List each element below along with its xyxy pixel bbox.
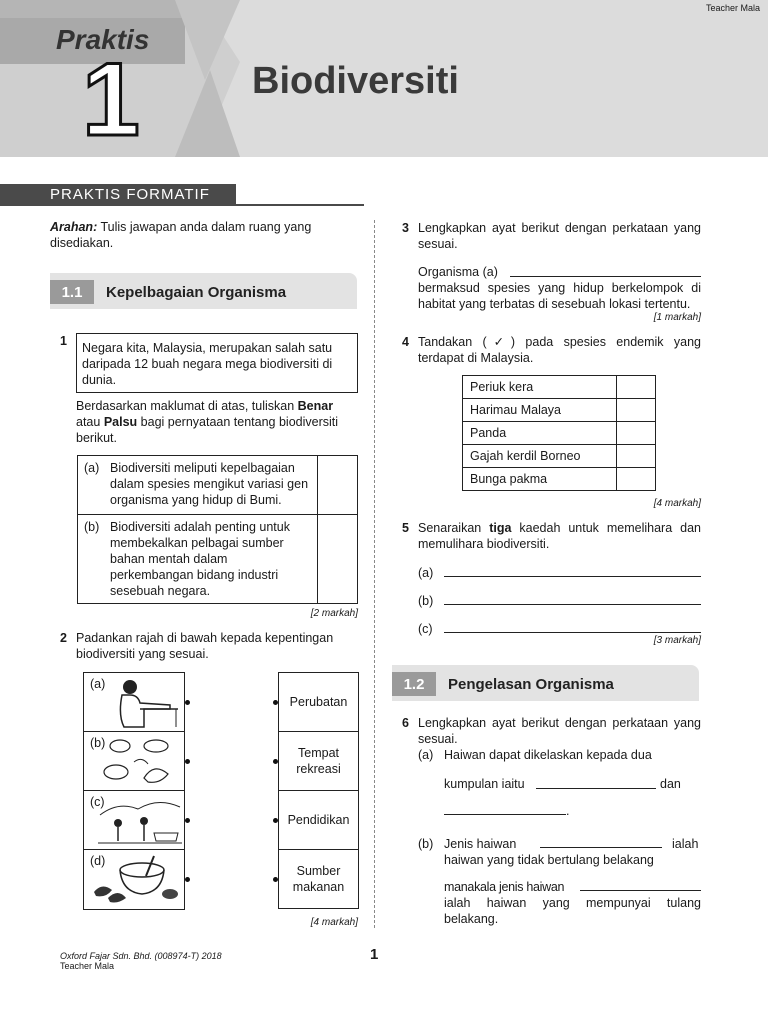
formatif-rule (0, 204, 364, 206)
q2-option-perubatan: Perubatan (278, 672, 359, 732)
q3-line-prefix: Organisma (a) (418, 265, 498, 279)
q5-answer-line-b[interactable] (444, 604, 701, 605)
q5-label-b: (b) (418, 594, 434, 608)
q4-row: Periuk kera (463, 376, 656, 399)
q4-prompt: Tandakan (✓) pada spesies endemik yang terdapat di Malaysia. (418, 335, 701, 365)
q4-tick-box[interactable] (617, 468, 656, 491)
q2-dot-left-c[interactable] (185, 818, 190, 823)
herbs-illustration (92, 852, 182, 906)
q4-marks: [4 markah] (653, 498, 701, 509)
section-1-2-title: Pengelasan Organisma (448, 676, 614, 693)
instruction: Arahan: Tulis jawapan anda dalam ruang yang disediakan. (50, 220, 312, 250)
q6-a-period: . (566, 804, 570, 818)
q2-dot-left-b[interactable] (185, 759, 190, 764)
q3-number: 3 (402, 221, 409, 235)
formatif-banner-label: PRAKTIS FORMATIF (50, 186, 210, 203)
q6-b-rest: haiwan yang tidak bertulang belakang (444, 853, 654, 867)
q1-table (77, 455, 358, 604)
q1-prompt: Berdasarkan maklumat di atas, tuliskan Benar atau Palsu bagi pernyataan tentang biodiversiti berikut. (76, 399, 339, 445)
q1-row-a: (a) Biodiversiti meliputi kepelbagaian dalam spesies mengikut variasi gen organisma yang hidup di Bumi. (78, 456, 358, 515)
section-1-2-number: 1.2 (392, 672, 436, 696)
q4-row: Panda (463, 422, 656, 445)
recreation-illustration (98, 793, 182, 847)
q2-label-d: (d) (90, 854, 106, 868)
q6-number: 6 (402, 716, 409, 730)
q4-row: Gajah kerdil Borneo (463, 445, 656, 468)
q3-marks: [1 markah] (653, 312, 701, 323)
q1-info-box: Negara kita, Malaysia, merupakan salah satu daripada 12 buah negara mega biodiversiti di dunia. (76, 333, 358, 393)
q4-tick-box[interactable] (617, 422, 656, 445)
q6-a-text: Haiwan dapat dikelaskan kepada dua (444, 748, 652, 762)
q5-label-c: (c) (418, 622, 433, 636)
q6-a-dan: dan (660, 777, 681, 791)
chapter-number: 1 (82, 42, 140, 158)
q5-number: 5 (402, 521, 409, 535)
q2-dot-left-d[interactable] (185, 877, 190, 882)
chapter-title: Biodiversiti (252, 60, 459, 102)
q6-a-line-prefix: kumpulan iaitu (444, 777, 525, 791)
q1-answer-a[interactable] (318, 456, 358, 515)
q6-prompt: Lengkapkan ayat berikut dengan perkataan yang sesuai. (418, 716, 701, 746)
q1-number: 1 (60, 334, 67, 348)
q4-tick-box[interactable] (617, 445, 656, 468)
q2-option-pendidikan: Pendidikan (278, 790, 359, 850)
page-number: 1 (370, 946, 379, 963)
q6-b-end: ialah haiwan yang mempunyai tulang belakang. (444, 896, 701, 926)
q3-prompt: Lengkapkan ayat berikut dengan perkataan yang sesuai. (418, 221, 701, 251)
q5-answer-line-a[interactable] (444, 576, 701, 577)
q6-b-label: (b) (418, 837, 434, 851)
q4-row: Harimau Malaya (463, 399, 656, 422)
q5-answer-line-c[interactable] (444, 632, 701, 633)
teacher-tag: Teacher Mala (705, 3, 760, 13)
food-illustration (98, 734, 180, 788)
doctor-illustration (100, 675, 180, 729)
q5-label-a: (a) (418, 566, 434, 580)
q6-a-answer-line-1[interactable] (536, 788, 656, 789)
q6-b-prefix: Jenis haiwan (444, 837, 517, 851)
q1-answer-b[interactable] (318, 515, 358, 604)
q1-marks: [2 markah] (310, 608, 358, 619)
q2-option-sumber: Sumber makanan (278, 849, 359, 909)
q6-b-answer-line-1[interactable] (540, 847, 662, 848)
q1-row-b: (b) Biodiversiti adalah penting untuk membekalkan pelbagai sumber bahan mentah dalam perkembangan bidang industri sesebuah negara. (78, 515, 358, 604)
section-1-1-title: Kepelbagaian Organisma (106, 284, 287, 301)
q6-b-ialah: ialah (672, 837, 699, 851)
footer-teacher: Teacher Mala (60, 961, 115, 971)
q2-option-rekreasi: Tempat rekreasi (278, 731, 359, 791)
q6-a-label: (a) (418, 748, 434, 762)
q4-number: 4 (402, 335, 409, 349)
q2-marks: [4 markah] (310, 917, 358, 928)
q2-dot-left-a[interactable] (185, 700, 190, 705)
q4-species-table (462, 375, 656, 491)
q5-prompt: Senaraikan tiga kaedah untuk memelihara dan memulihara biodiversiti. (418, 521, 701, 551)
section-1-1-number: 1.1 (50, 280, 94, 304)
q6-b-manakala: manakala jenis haiwan (444, 880, 565, 894)
q2-number: 2 (60, 631, 67, 645)
footer-publisher: Oxford Fajar Sdn. Bhd. (008974-T) 2018 (60, 951, 222, 961)
q2-label-b: (b) (90, 736, 106, 750)
q4-tick-box[interactable] (617, 376, 656, 399)
praktis-label: Praktis (56, 24, 150, 55)
q2-prompt: Padankan rajah di bawah kepada kepentingan biodiversiti yang sesuai. (76, 631, 334, 661)
column-divider (374, 220, 375, 928)
q6-b-answer-line-2[interactable] (580, 890, 701, 891)
q3-answer-line[interactable] (510, 276, 701, 277)
q4-tick-box[interactable] (617, 399, 656, 422)
q5-marks: [3 markah] (653, 635, 701, 646)
q2-label-c: (c) (90, 795, 105, 809)
q3-continuation: bermaksud spesies yang hidup berkelompok di habitat yang terbatas di sesebuah lokasi tertentu. (418, 281, 701, 311)
q2-label-a: (a) (90, 677, 106, 691)
q4-row: Bunga pakma (463, 468, 656, 491)
q6-a-answer-line-2[interactable] (444, 814, 566, 815)
